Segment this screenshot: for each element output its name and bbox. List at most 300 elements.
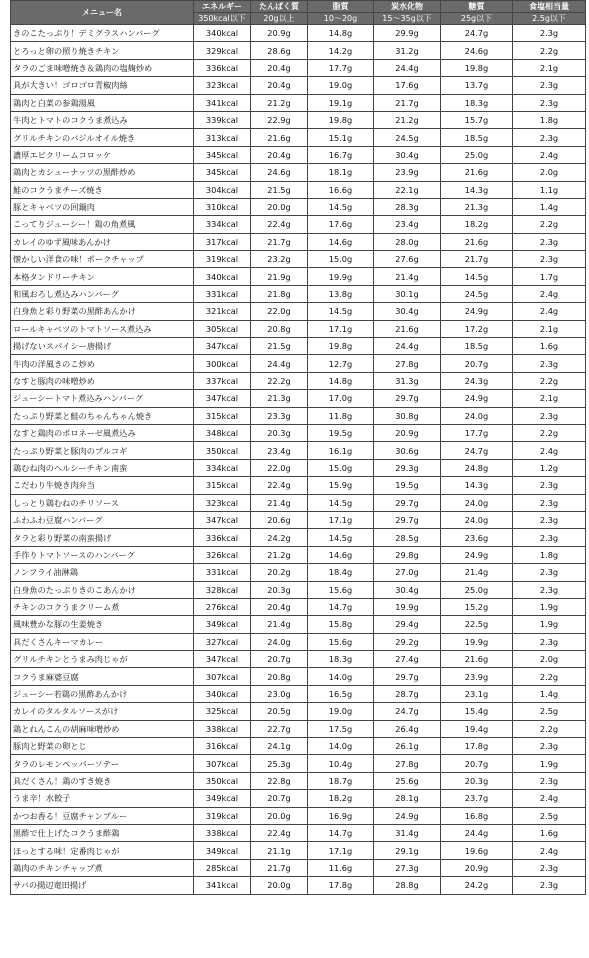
menu-name-cell: たっぷり野菜と鮭のちゃんちゃん焼き (11, 407, 194, 424)
carbohydrate-cell: 24.7g (374, 703, 441, 720)
protein-cell: 21.5g (251, 338, 308, 355)
table-row (11, 842, 586, 859)
sugar-cell: 19.4g (441, 720, 513, 737)
fat-cell: 18.4g (308, 564, 374, 581)
salt-cell: 2.3g (513, 355, 586, 372)
salt-cell: 2.3g (513, 738, 586, 755)
fat-cell: 18.3g (308, 651, 374, 668)
menu-name-cell: ジューシートマト煮込みハンバーグ (11, 390, 194, 407)
carbohydrate-cell: 30.1g (374, 285, 441, 302)
fat-cell: 17.1g (308, 511, 374, 528)
nutrition-table-container (10, 0, 585, 895)
protein-cell: 22.9g (251, 111, 308, 128)
table-row (11, 320, 586, 337)
menu-name-cell: ノンフライ油淋鶏 (11, 564, 194, 581)
table-row (11, 703, 586, 720)
salt-cell: 1.1g (513, 181, 586, 198)
menu-name-cell: なすと豚肉の味噌炒め (11, 372, 194, 389)
salt-cell: 2.2g (513, 424, 586, 441)
energy-cell: 276kcal (194, 598, 251, 615)
protein-cell: 20.4g (251, 59, 308, 76)
sugar-cell: 20.9g (441, 859, 513, 876)
header-sugar-target: 25g以下 (441, 13, 513, 25)
menu-name-cell: 豚とキャベツの回鍋肉 (11, 198, 194, 215)
carbohydrate-cell: 29.1g (374, 842, 441, 859)
menu-name-cell: とろっと卵の照り焼きチキン (11, 42, 194, 59)
header-salt: 食塩相当量 (513, 1, 586, 13)
fat-cell: 15.0g (308, 459, 374, 476)
table-row (11, 181, 586, 198)
fat-cell: 15.8g (308, 616, 374, 633)
protein-cell: 20.4g (251, 598, 308, 615)
fat-cell: 13.8g (308, 285, 374, 302)
salt-cell: 2.5g (513, 807, 586, 824)
salt-cell: 2.3g (513, 94, 586, 111)
fat-cell: 14.8g (308, 25, 374, 42)
energy-cell: 347kcal (194, 651, 251, 668)
sugar-cell: 24.5g (441, 285, 513, 302)
energy-cell: 348kcal (194, 424, 251, 441)
salt-cell: 1.6g (513, 824, 586, 841)
menu-name-cell: 濃厚エビクリームコロッケ (11, 146, 194, 163)
protein-cell: 20.3g (251, 424, 308, 441)
fat-cell: 19.5g (308, 424, 374, 441)
menu-name-cell: こってりジューシー！鶏の角煮風 (11, 216, 194, 233)
protein-cell: 24.4g (251, 355, 308, 372)
fat-cell: 14.6g (308, 546, 374, 563)
salt-cell: 1.9g (513, 598, 586, 615)
table-row (11, 494, 586, 511)
menu-name-cell: 揚げないスパイシー唐揚げ (11, 338, 194, 355)
sugar-cell: 17.7g (441, 424, 513, 441)
energy-cell: 317kcal (194, 233, 251, 250)
table-row (11, 390, 586, 407)
sugar-cell: 24.0g (441, 494, 513, 511)
table-row (11, 164, 586, 181)
energy-cell: 339kcal (194, 111, 251, 128)
protein-cell: 21.9g (251, 268, 308, 285)
sugar-cell: 13.7g (441, 77, 513, 94)
fat-cell: 15.6g (308, 633, 374, 650)
carbohydrate-cell: 27.6g (374, 251, 441, 268)
fat-cell: 19.8g (308, 338, 374, 355)
salt-cell: 2.3g (513, 25, 586, 42)
table-row (11, 720, 586, 737)
energy-cell: 340kcal (194, 685, 251, 702)
protein-cell: 20.8g (251, 668, 308, 685)
energy-cell: 319kcal (194, 251, 251, 268)
sugar-cell: 15.4g (441, 703, 513, 720)
header-energy-target: 350kcal以下 (194, 13, 251, 25)
sugar-cell: 19.9g (441, 633, 513, 650)
protein-cell: 22.2g (251, 372, 308, 389)
energy-cell: 345kcal (194, 164, 251, 181)
salt-cell: 2.0g (513, 651, 586, 668)
sugar-cell: 17.8g (441, 738, 513, 755)
salt-cell: 1.8g (513, 546, 586, 563)
menu-name-cell: 具だくさん！鶏のすき焼き (11, 772, 194, 789)
salt-cell: 2.3g (513, 477, 586, 494)
salt-cell: 2.4g (513, 442, 586, 459)
sugar-cell: 21.6g (441, 164, 513, 181)
protein-cell: 22.4g (251, 477, 308, 494)
salt-cell: 2.3g (513, 529, 586, 546)
energy-cell: 341kcal (194, 877, 251, 894)
salt-cell: 2.3g (513, 877, 586, 894)
energy-cell: 305kcal (194, 320, 251, 337)
table-row (11, 146, 586, 163)
table-row (11, 42, 586, 59)
energy-cell: 336kcal (194, 59, 251, 76)
fat-cell: 15.9g (308, 477, 374, 494)
fat-cell: 17.6g (308, 216, 374, 233)
fat-cell: 14.5g (308, 529, 374, 546)
table-row (11, 824, 586, 841)
protein-cell: 21.3g (251, 390, 308, 407)
energy-cell: 347kcal (194, 390, 251, 407)
table-row (11, 285, 586, 302)
fat-cell: 14.0g (308, 738, 374, 755)
energy-cell: 323kcal (194, 494, 251, 511)
menu-name-cell: こだわり牛焼き肉弁当 (11, 477, 194, 494)
carbohydrate-cell: 22.1g (374, 181, 441, 198)
carbohydrate-cell: 21.4g (374, 268, 441, 285)
carbohydrate-cell: 29.7g (374, 390, 441, 407)
salt-cell: 2.0g (513, 164, 586, 181)
salt-cell: 2.3g (513, 129, 586, 146)
table-row (11, 94, 586, 111)
carbohydrate-cell: 26.4g (374, 720, 441, 737)
table-row (11, 598, 586, 615)
protein-cell: 20.4g (251, 77, 308, 94)
salt-cell: 2.1g (513, 320, 586, 337)
table-row (11, 877, 586, 894)
table-row (11, 546, 586, 563)
carbohydrate-cell: 29.2g (374, 633, 441, 650)
energy-cell: 334kcal (194, 216, 251, 233)
energy-cell: 327kcal (194, 633, 251, 650)
menu-name-cell: 懐かしい洋食の味！ポークチャップ (11, 251, 194, 268)
menu-name-cell: ロールキャベツのトマトソース煮込み (11, 320, 194, 337)
table-row (11, 616, 586, 633)
protein-cell: 23.4g (251, 442, 308, 459)
salt-cell: 2.3g (513, 859, 586, 876)
sugar-cell: 25.0g (441, 146, 513, 163)
carbohydrate-cell: 29.8g (374, 546, 441, 563)
carbohydrate-cell: 29.4g (374, 616, 441, 633)
table-row (11, 651, 586, 668)
sugar-cell: 22.5g (441, 616, 513, 633)
carbohydrate-cell: 27.3g (374, 859, 441, 876)
carbohydrate-cell: 28.0g (374, 233, 441, 250)
table-body (11, 25, 586, 895)
carbohydrate-cell: 19.5g (374, 477, 441, 494)
table-row (11, 25, 586, 42)
salt-cell: 2.3g (513, 233, 586, 250)
menu-name-cell: ふわふわ豆腐ハンバーグ (11, 511, 194, 528)
menu-name-cell: 鮭のコクうまチーズ焼き (11, 181, 194, 198)
protein-cell: 21.2g (251, 94, 308, 111)
energy-cell: 337kcal (194, 372, 251, 389)
menu-name-cell: タラと彩り野菜の南蛮揚げ (11, 529, 194, 546)
salt-cell: 2.3g (513, 564, 586, 581)
protein-cell: 23.2g (251, 251, 308, 268)
energy-cell: 349kcal (194, 790, 251, 807)
protein-cell: 28.6g (251, 42, 308, 59)
protein-cell: 21.6g (251, 129, 308, 146)
protein-cell: 25.3g (251, 755, 308, 772)
fat-cell: 14.6g (308, 233, 374, 250)
carbohydrate-cell: 30.4g (374, 303, 441, 320)
table-row (11, 129, 586, 146)
energy-cell: 331kcal (194, 285, 251, 302)
header-energy: エネルギー (194, 1, 251, 13)
energy-cell: 336kcal (194, 529, 251, 546)
menu-name-cell: チキンのコクうまクリーム煮 (11, 598, 194, 615)
table-row (11, 216, 586, 233)
energy-cell: 315kcal (194, 407, 251, 424)
menu-name-cell: グリルチキンとうまみ肉じゃが (11, 651, 194, 668)
energy-cell: 340kcal (194, 268, 251, 285)
menu-name-cell: タラのレモンペッパーソテー (11, 755, 194, 772)
carbohydrate-cell: 28.3g (374, 198, 441, 215)
sugar-cell: 23.1g (441, 685, 513, 702)
carbohydrate-cell: 26.1g (374, 738, 441, 755)
table-row (11, 251, 586, 268)
sugar-cell: 23.6g (441, 529, 513, 546)
menu-name-cell: コクうま麻婆豆腐 (11, 668, 194, 685)
salt-cell: 2.2g (513, 372, 586, 389)
sugar-cell: 24.9g (441, 546, 513, 563)
fat-cell: 16.7g (308, 146, 374, 163)
table-row (11, 424, 586, 441)
table-row (11, 511, 586, 528)
carbohydrate-cell: 29.7g (374, 668, 441, 685)
carbohydrate-cell: 30.6g (374, 442, 441, 459)
energy-cell: 350kcal (194, 772, 251, 789)
fat-cell: 14.5g (308, 494, 374, 511)
salt-cell: 2.1g (513, 390, 586, 407)
header-carbohydrate: 炭水化物 (374, 1, 441, 13)
menu-name-cell: グリルチキンのバジルオイル焼き (11, 129, 194, 146)
carbohydrate-cell: 21.2g (374, 111, 441, 128)
fat-cell: 10.4g (308, 755, 374, 772)
energy-cell: 307kcal (194, 755, 251, 772)
protein-cell: 21.7g (251, 859, 308, 876)
fat-cell: 14.8g (308, 372, 374, 389)
salt-cell: 2.4g (513, 285, 586, 302)
protein-cell: 20.6g (251, 511, 308, 528)
menu-name-cell: タラのごま味噌焼き＆鶏肉の塩麹炒め (11, 59, 194, 76)
sugar-cell: 23.9g (441, 668, 513, 685)
protein-cell: 21.4g (251, 616, 308, 633)
fat-cell: 15.1g (308, 129, 374, 146)
salt-cell: 1.4g (513, 198, 586, 215)
sugar-cell: 19.8g (441, 59, 513, 76)
protein-cell: 21.8g (251, 285, 308, 302)
menu-name-cell: 鶏肉と白菜の参鶏湯風 (11, 94, 194, 111)
fat-cell: 15.6g (308, 581, 374, 598)
protein-cell: 22.4g (251, 216, 308, 233)
menu-name-cell: 具が大きい！ゴロゴロ青椒肉絲 (11, 77, 194, 94)
salt-cell: 2.3g (513, 251, 586, 268)
sugar-cell: 20.3g (441, 772, 513, 789)
fat-cell: 17.1g (308, 842, 374, 859)
table-row (11, 355, 586, 372)
menu-name-cell: 鶏むね肉のヘルシーチキン南蛮 (11, 459, 194, 476)
fat-cell: 14.5g (308, 303, 374, 320)
table-row (11, 564, 586, 581)
nutrition-table (10, 0, 586, 895)
salt-cell: 2.1g (513, 59, 586, 76)
table-row (11, 268, 586, 285)
energy-cell: 323kcal (194, 77, 251, 94)
fat-cell: 17.7g (308, 59, 374, 76)
protein-cell: 22.7g (251, 720, 308, 737)
sugar-cell: 18.2g (441, 216, 513, 233)
salt-cell: 2.3g (513, 494, 586, 511)
fat-cell: 16.6g (308, 181, 374, 198)
carbohydrate-cell: 31.2g (374, 42, 441, 59)
table-row (11, 372, 586, 389)
protein-cell: 22.0g (251, 303, 308, 320)
energy-cell: 338kcal (194, 824, 251, 841)
energy-cell: 350kcal (194, 442, 251, 459)
protein-cell: 21.7g (251, 233, 308, 250)
carbohydrate-cell: 24.4g (374, 338, 441, 355)
fat-cell: 12.7g (308, 355, 374, 372)
fat-cell: 19.1g (308, 94, 374, 111)
carbohydrate-cell: 27.0g (374, 564, 441, 581)
fat-cell: 14.0g (308, 668, 374, 685)
salt-cell: 1.4g (513, 685, 586, 702)
sugar-cell: 18.5g (441, 129, 513, 146)
header-sugar: 糖質 (441, 1, 513, 13)
menu-name-cell: うま辛！水餃子 (11, 790, 194, 807)
sugar-cell: 16.8g (441, 807, 513, 824)
carbohydrate-cell: 17.6g (374, 77, 441, 94)
protein-cell: 22.0g (251, 459, 308, 476)
salt-cell: 1.6g (513, 338, 586, 355)
carbohydrate-cell: 29.9g (374, 25, 441, 42)
menu-name-cell: サバの揚辺竜田揚げ (11, 877, 194, 894)
salt-cell: 2.4g (513, 790, 586, 807)
carbohydrate-cell: 27.8g (374, 755, 441, 772)
energy-cell: 307kcal (194, 668, 251, 685)
sugar-cell: 21.6g (441, 651, 513, 668)
header-salt-target: 2.5g以下 (513, 13, 586, 25)
fat-cell: 16.5g (308, 685, 374, 702)
carbohydrate-cell: 21.7g (374, 94, 441, 111)
salt-cell: 2.2g (513, 720, 586, 737)
fat-cell: 14.5g (308, 198, 374, 215)
carbohydrate-cell: 28.1g (374, 790, 441, 807)
protein-cell: 20.3g (251, 581, 308, 598)
table-row (11, 303, 586, 320)
fat-cell: 17.1g (308, 320, 374, 337)
header-fat: 脂質 (308, 1, 374, 13)
protein-cell: 20.8g (251, 320, 308, 337)
carbohydrate-cell: 30.8g (374, 407, 441, 424)
protein-cell: 20.0g (251, 877, 308, 894)
carbohydrate-cell: 24.4g (374, 59, 441, 76)
sugar-cell: 24.7g (441, 442, 513, 459)
carbohydrate-cell: 28.5g (374, 529, 441, 546)
protein-cell: 24.6g (251, 164, 308, 181)
carbohydrate-cell: 27.4g (374, 651, 441, 668)
menu-name-cell: 牛肉とトマトのコクうま煮込み (11, 111, 194, 128)
salt-cell: 2.3g (513, 511, 586, 528)
salt-cell: 1.9g (513, 616, 586, 633)
menu-name-cell: 鶏肉のチキンチャップ煮 (11, 859, 194, 876)
sugar-cell: 24.0g (441, 407, 513, 424)
sugar-cell: 15.7g (441, 111, 513, 128)
table-row (11, 859, 586, 876)
energy-cell: 321kcal (194, 303, 251, 320)
energy-cell: 341kcal (194, 94, 251, 111)
salt-cell: 2.4g (513, 303, 586, 320)
table-row (11, 77, 586, 94)
carbohydrate-cell: 30.4g (374, 146, 441, 163)
salt-cell: 1.2g (513, 459, 586, 476)
sugar-cell: 23.7g (441, 790, 513, 807)
carbohydrate-cell: 31.4g (374, 824, 441, 841)
sugar-cell: 24.2g (441, 877, 513, 894)
table-row (11, 755, 586, 772)
energy-cell: 285kcal (194, 859, 251, 876)
energy-cell: 319kcal (194, 807, 251, 824)
table-row (11, 477, 586, 494)
protein-cell: 20.9g (251, 25, 308, 42)
fat-cell: 14.2g (308, 42, 374, 59)
protein-cell: 23.3g (251, 407, 308, 424)
menu-name-cell: カレイのゆず風味あんかけ (11, 233, 194, 250)
menu-name-cell: 牛肉の洋風きのこ炒め (11, 355, 194, 372)
menu-name-cell: 風味豊かな豚の生姜焼き (11, 616, 194, 633)
protein-cell: 24.1g (251, 738, 308, 755)
sugar-cell: 14.3g (441, 181, 513, 198)
energy-cell: 310kcal (194, 198, 251, 215)
sugar-cell: 14.5g (441, 268, 513, 285)
protein-cell: 20.5g (251, 703, 308, 720)
sugar-cell: 14.3g (441, 477, 513, 494)
energy-cell: 347kcal (194, 338, 251, 355)
fat-cell: 15.0g (308, 251, 374, 268)
carbohydrate-cell: 28.7g (374, 685, 441, 702)
protein-cell: 20.0g (251, 198, 308, 215)
menu-name-cell: かつお香る！豆腐チャンプルー (11, 807, 194, 824)
table-row (11, 442, 586, 459)
fat-cell: 14.7g (308, 824, 374, 841)
protein-cell: 24.2g (251, 529, 308, 546)
carbohydrate-cell: 20.9g (374, 424, 441, 441)
fat-cell: 18.2g (308, 790, 374, 807)
protein-cell: 21.2g (251, 546, 308, 563)
salt-cell: 2.4g (513, 842, 586, 859)
carbohydrate-cell: 29.3g (374, 459, 441, 476)
protein-cell: 20.0g (251, 807, 308, 824)
carbohydrate-cell: 21.6g (374, 320, 441, 337)
sugar-cell: 21.3g (441, 198, 513, 215)
sugar-cell: 24.9g (441, 390, 513, 407)
salt-cell: 2.3g (513, 581, 586, 598)
sugar-cell: 20.7g (441, 355, 513, 372)
menu-name-cell: 白身魚のたっぷりきのこあんかけ (11, 581, 194, 598)
protein-cell: 22.8g (251, 772, 308, 789)
table-row (11, 633, 586, 650)
table-row (11, 111, 586, 128)
protein-cell: 20.4g (251, 146, 308, 163)
